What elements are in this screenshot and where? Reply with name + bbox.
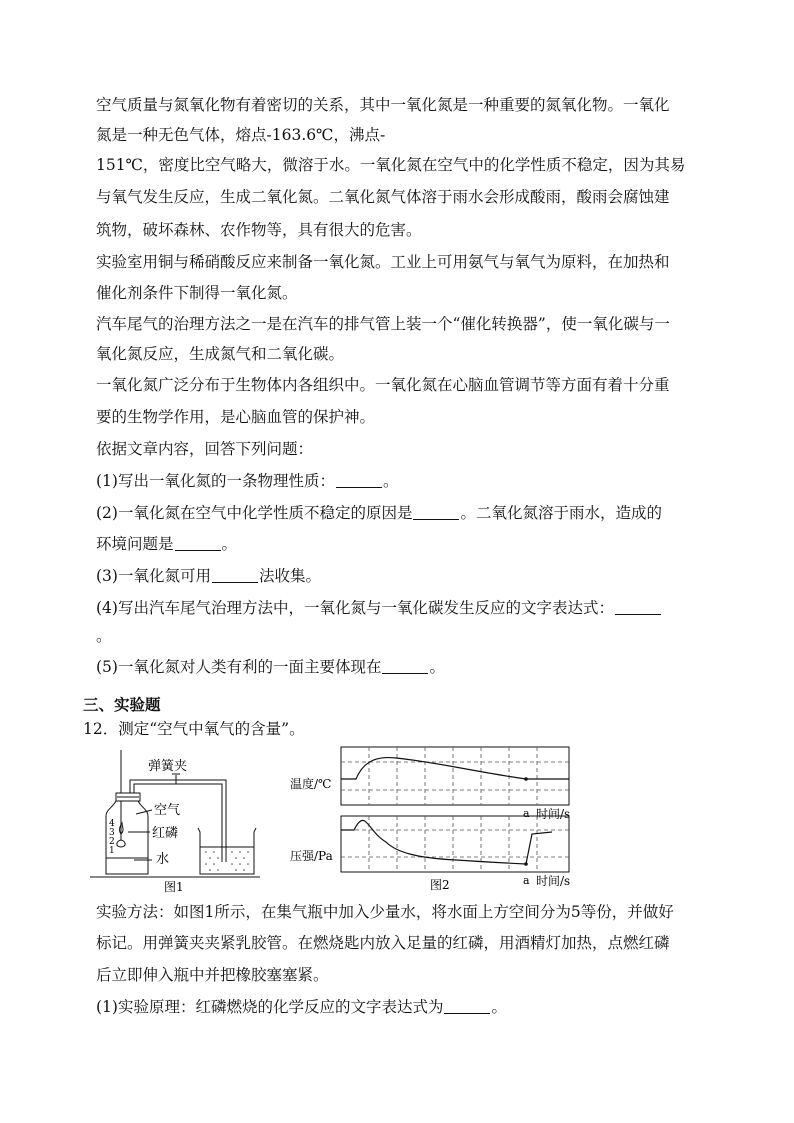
- pressure-xlabel: 时间/s: [536, 874, 571, 888]
- figure-2-graphs: [286, 742, 596, 894]
- mark-4: 4: [109, 819, 115, 829]
- mark-3: 3: [109, 828, 115, 838]
- article-line: 氧化氮反应，生成氮气和二氧化碳。: [96, 345, 345, 363]
- mark-2: 2: [109, 837, 115, 847]
- article-line: 151℃，密度比空气略大，微溶于水。一氧化氮在空气中的化学性质不稳定，因为其易: [96, 156, 686, 174]
- pressure-chart-frame: [341, 816, 569, 872]
- question-4: (4)写出汽车尾气治理方法中，一氧化氮与一氧化碳发生反应的文字表达式：: [96, 598, 706, 618]
- temperature-curve: [341, 758, 569, 779]
- question-2-cont: 环境问题是 。: [96, 535, 238, 553]
- question-12-title: 12．测定“空气中氧气的含量”。: [83, 720, 305, 738]
- label-red-phosphorus: 红磷: [152, 826, 179, 841]
- question-4-end: 。: [96, 627, 112, 645]
- article-line: 要的生物学作用，是心脑血管的保护神。: [96, 408, 376, 426]
- answer-blank[interactable]: [336, 473, 382, 488]
- article-line: 汽车尾气的治理方法之一是在汽车的排气管上装一个“催化转换器”，使一氧化碳与一: [96, 315, 670, 333]
- label-water: 水: [156, 852, 170, 867]
- figure-1-caption: 图1: [164, 880, 184, 894]
- temperature-xlabel: 时间/s: [536, 807, 571, 821]
- article-line: 空气质量与氮氧化物有着密切的关系，其中一氧化氮是一种重要的氮氧化物。一氧化: [96, 96, 670, 114]
- question-3: (3)一氧化氮可用 法收集。: [96, 567, 321, 585]
- temperature-chart-frame: [341, 747, 569, 805]
- method-line: 实验方法：如图1所示，在集气瓶中加入少量水，将水面上方空间分为5等份，并做好: [96, 903, 674, 921]
- label-spring-clip: 弹簧夹: [148, 759, 188, 774]
- article-prompt: 依据文章内容，回答下列问题：: [96, 440, 314, 458]
- pressure-curve: [341, 820, 552, 864]
- temperature-ylabel: 温度/℃: [290, 777, 332, 791]
- temperature-point-a: a: [523, 807, 530, 820]
- pressure-ylabel: 压强/Pa: [290, 849, 333, 863]
- figure-2-caption: 图2: [430, 878, 450, 892]
- question-1: (1)写出一氧化氮的一条物理性质： 。: [96, 472, 399, 490]
- pressure-point-a: a: [523, 874, 530, 887]
- article-line: 与氧气发生反应，生成二氧化氮。二氧化氮气体溶于雨水会形成酸雨，酸雨会腐蚀建: [96, 188, 670, 206]
- question-5: (5)一氧化氮对人类有利的一面主要体现在 。: [96, 658, 445, 676]
- article-line: 一氧化氮广泛分布于生物体内各组织中。一氧化氮在心脑血管调节等方面有着十分重: [96, 376, 670, 394]
- method-question-1: (1)实验原理：红磷燃烧的化学反应的文字表达式为 。: [96, 998, 507, 1016]
- mark-1: 1: [109, 846, 115, 856]
- article-line: 氮是一种无色气体，熔点-163.6℃，沸点-: [96, 126, 386, 144]
- method-line: 后立即伸入瓶中并把橡胶塞塞紧。: [96, 966, 329, 984]
- section-heading: 三、实验题: [83, 696, 161, 714]
- article-line: 催化剂条件下制得一氧化氮。: [96, 284, 298, 302]
- method-line: 标记。用弹簧夹夹紧乳胶管。在燃烧匙内放入足量的红磷，用酒精灯加热，点燃红磷: [96, 934, 670, 952]
- answer-blank[interactable]: [175, 536, 221, 551]
- article-line: 实验室用铜与稀硝酸反应来制备一氧化氮。工业上可用氨气与氧气为原料，在加热和: [96, 253, 670, 271]
- answer-blank[interactable]: [413, 505, 459, 520]
- answer-blank[interactable]: [615, 600, 661, 615]
- label-air: 空气: [154, 803, 181, 818]
- article-line: 筑物，破坏森林、农作物等，具有很大的危害。: [96, 221, 422, 239]
- answer-blank[interactable]: [382, 659, 428, 674]
- answer-blank[interactable]: [444, 999, 490, 1014]
- figure-1-apparatus: [90, 748, 260, 896]
- answer-blank[interactable]: [212, 568, 258, 583]
- question-2: (2)一氧化氮在空气中化学性质不稳定的原因是 。二氧化氮溶于雨水，造成的: [96, 504, 662, 522]
